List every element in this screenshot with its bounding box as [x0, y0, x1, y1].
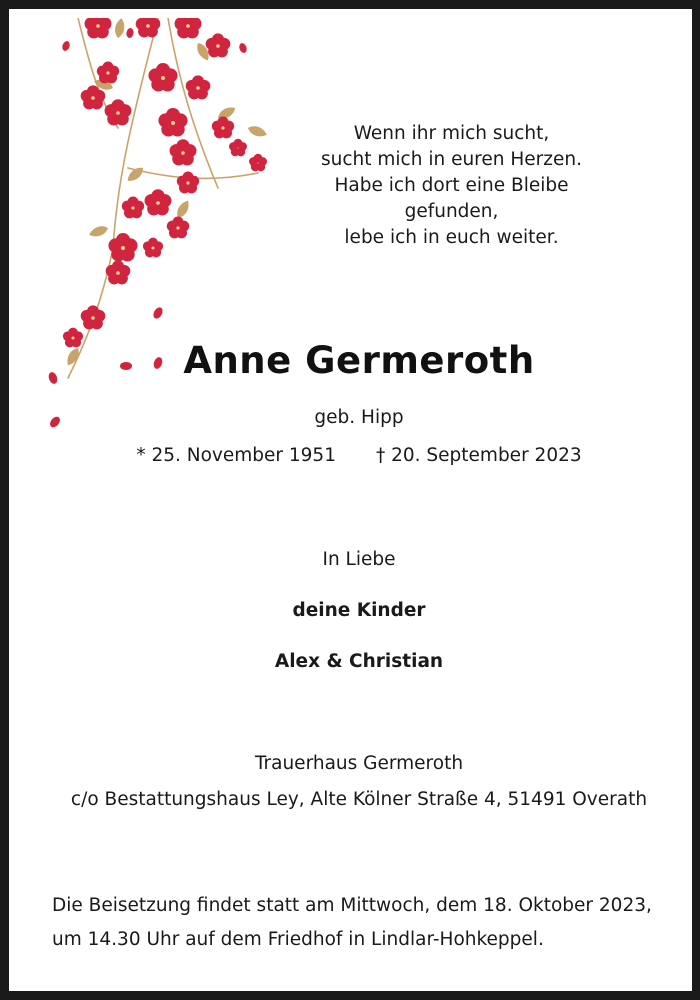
- funeral-line: Die Beisetzung findet statt am Mittwoch, dem 18. Oktober 2023,: [52, 895, 652, 916]
- poem-line: gefunden,: [404, 201, 499, 222]
- mourning-address: c/o Bestattungshaus Ley, Alte Kölner Straße 4, 51491 Overath: [70, 789, 648, 810]
- birth-name: geb. Hipp: [314, 407, 404, 428]
- life-dates: [69, 445, 649, 466]
- birth-date: * 25. November 1951: [136, 445, 336, 466]
- poem-line: lebe ich in euch weiter.: [344, 227, 559, 248]
- mourning-house: Trauerhaus Germeroth: [254, 753, 464, 774]
- funeral-line: um 14.30 Uhr auf dem Friedhof in Lindlar-Hohkeppel.: [52, 929, 544, 950]
- mourners-names: Alex & Christian: [274, 651, 444, 672]
- poem-line: sucht mich in euren Herzen.: [321, 149, 582, 170]
- death-date: † 20. September 2023: [375, 445, 582, 466]
- deceased-name: Anne Germeroth: [183, 339, 535, 382]
- poem-line: Habe ich dort eine Bleibe: [334, 175, 569, 196]
- mourners-relation: deine Kinder: [292, 600, 426, 621]
- poem: [299, 121, 604, 251]
- funeral-notice: [52, 889, 682, 957]
- mourners-intro: In Liebe: [322, 549, 396, 570]
- poem-line: Wenn ihr mich sucht,: [353, 123, 550, 144]
